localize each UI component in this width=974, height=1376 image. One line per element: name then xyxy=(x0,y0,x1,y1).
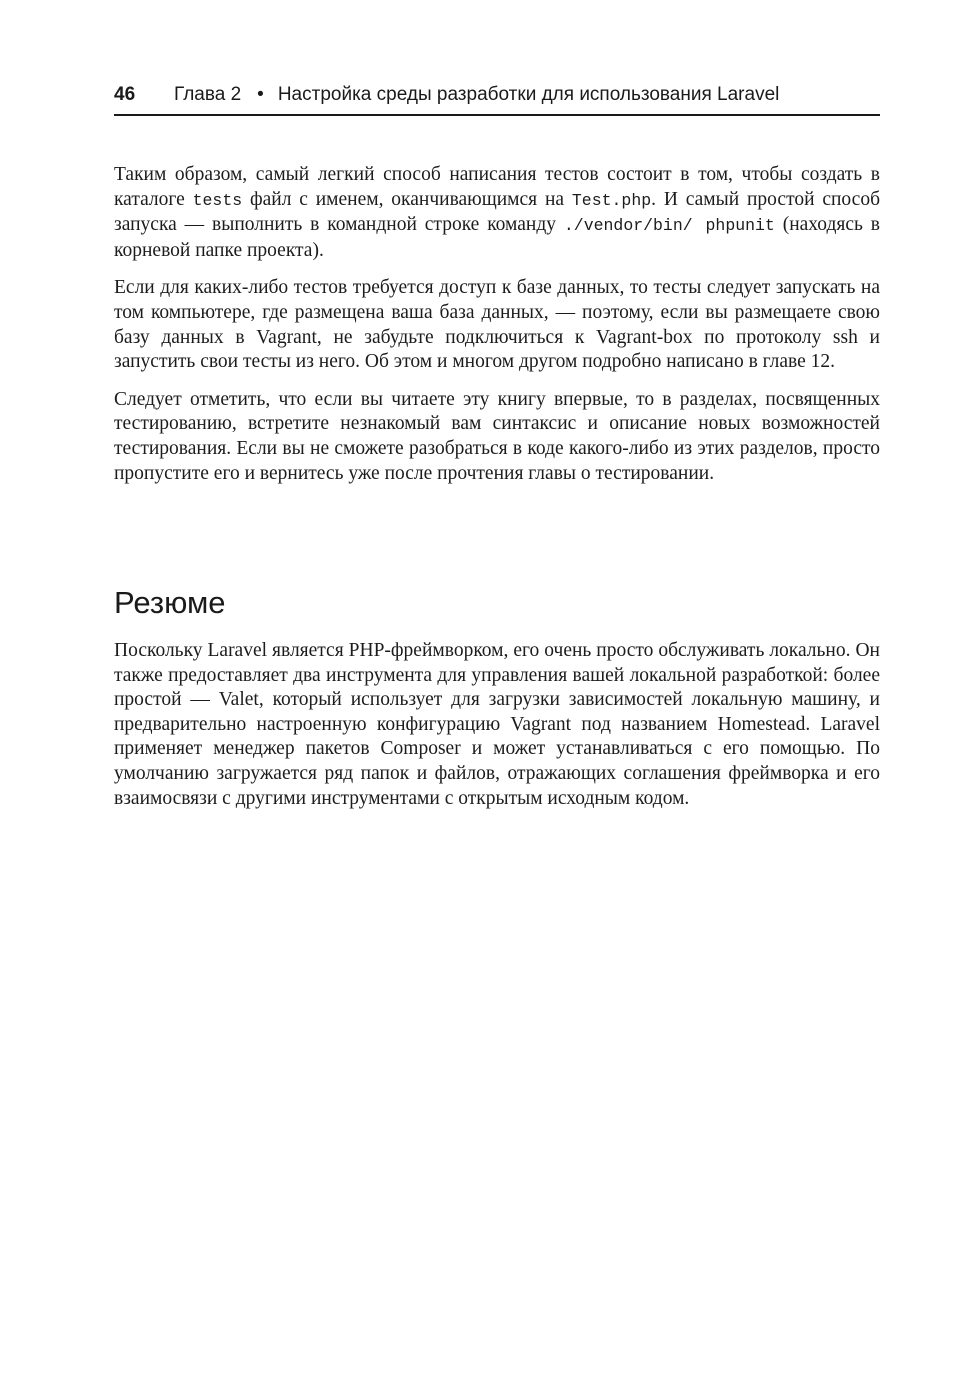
running-head xyxy=(114,82,880,116)
chapter-label: Глава 2 xyxy=(174,84,242,105)
paragraph-text: (находясь в корневой папке проекта). xyxy=(114,214,881,261)
chapter-title: Настройка среды разработки для использования Laravel xyxy=(277,84,780,105)
body-text-summary xyxy=(114,639,880,824)
paragraph-text: Таким образом, самый легкий способ написания тестов состоит в том, чтобы создать в каталоге xyxy=(114,164,880,210)
body-text-top xyxy=(114,163,880,499)
code-inline-testphp: Test.php xyxy=(571,190,652,210)
paragraph-database: Если для каких-либо тестов требуется доступ к базе данных, то тесты следует запускать на том компьютере, где размещена ваша база данных, — поэтому, если вы размещаете свою базу данных в Vagrant, не забудьте подключиться к Vagrant-box по протоколу ssh и запустить свои тесты из него. Об этом и многом другом подробно написано в главе 12. xyxy=(114,277,880,373)
page-number: 46 xyxy=(114,84,136,105)
header-separator: • xyxy=(257,84,264,105)
section-heading-summary: Резюме xyxy=(114,585,226,620)
paragraph-text: . И самый простой способ запуска — выполнить в командной строке команду xyxy=(114,188,880,236)
paragraph-text: файл с именем, оканчивающимся на xyxy=(242,188,572,210)
code-inline-tests: tests xyxy=(192,190,243,210)
paragraph-tests xyxy=(114,163,880,263)
code-inline-phpunit: ./vendor/bin/ phpunit xyxy=(563,216,775,236)
paragraph-note: Следует отметить, что если вы читаете эту книгу впервые, то в разделах, посвященных тестированию, встретите незнакомый вам синтаксис и описание новых возможностей тестирования. Если вы не сможете разобраться в коде какого-либо из этих разделов, просто пропустите его и вернитесь уже после прочтения главы о тестировании. xyxy=(114,388,880,484)
paragraph-summary: Поскольку Laravel является PHP-фреймворком, его очень просто обслуживать локально. Он также предоставляет два инструмента для управления вашей локальной разработкой: более простой — Valet, который использует для загрузки зависимостей локальную машину, и предварительно настроенную конфигурацию Vagrant под названием Homestead. Laravel применяет менеджер пакетов Composer и может устанавливаться с его помощью. По умолчанию загружается ряд папок и файлов, отражающих соглашения фреймворка и его взаимосвязи с другими инструментами с открытым исходным кодом. xyxy=(114,640,880,809)
